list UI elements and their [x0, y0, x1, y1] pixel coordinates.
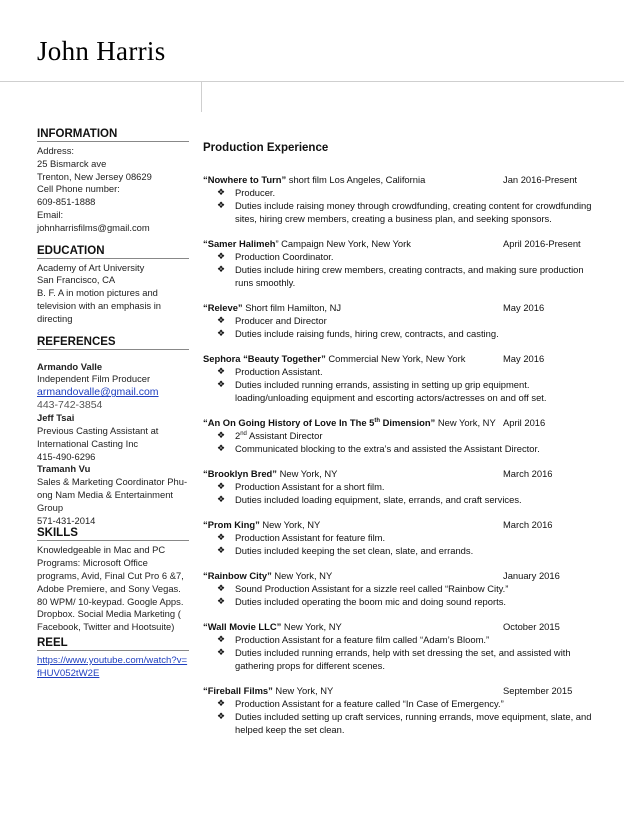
job-title: “Releve” — [203, 302, 243, 313]
bullet-text: Duties included setting up craft services, running errands, move equipment, slate, and helped keep the set clean. — [235, 711, 592, 735]
job-date: April 2016-Present — [503, 238, 581, 249]
job-bullet — [203, 378, 593, 404]
job-header — [203, 416, 593, 429]
bullet-text: Duties included keeping the set clean, slate, and errands. — [235, 545, 474, 556]
diamond-bullet-icon: ❖ — [217, 443, 226, 453]
job-bullet — [203, 250, 593, 263]
diamond-bullet-icon: ❖ — [217, 187, 226, 197]
job-date: Jan 2016-Present — [503, 174, 578, 185]
job-bullet — [203, 646, 593, 672]
job-bullet — [203, 263, 593, 289]
job-title: “Rainbow City” — [203, 570, 272, 581]
diamond-bullet-icon: ❖ — [217, 647, 226, 657]
job-entry — [203, 467, 593, 506]
job-header — [203, 620, 593, 633]
diamond-bullet-icon: ❖ — [217, 315, 226, 325]
job-header — [203, 518, 593, 531]
job-title: “Fireball Films” — [203, 685, 273, 696]
bullet-text: Producer and Director — [235, 315, 327, 326]
job-bullet — [203, 595, 593, 608]
reference-email-link[interactable]: armandovalle@gmail.com — [37, 386, 159, 399]
job-details: Commercial New York, New York — [325, 353, 466, 364]
job-entry — [203, 301, 593, 340]
job-bullet — [203, 442, 593, 455]
bullet-text: Communicated blocking to the extra’s and assisted the Assistant Director. — [235, 443, 540, 454]
job-date: May 2016 — [503, 302, 545, 313]
bullet-text: Production Assistant for a feature film called “Adam’s Bloom.” — [235, 634, 490, 645]
bullet-text: Duties included running errands, assisting in setting up grip equipment. loading/unloading equipment and escorting actors/actresses on and off set. — [235, 379, 547, 403]
diamond-bullet-icon: ❖ — [217, 596, 226, 606]
info-line: Address: — [37, 145, 74, 156]
job-header — [203, 173, 593, 186]
resume-name: John Harris — [37, 36, 166, 66]
bullet-text: Duties included operating the boom mic and doing sound reports. — [235, 596, 507, 607]
education-line: San Francisco, CA — [37, 274, 116, 286]
bullet-text: Producer. — [235, 187, 276, 198]
reference-phone: 571-431-2014 — [37, 514, 96, 526]
diamond-bullet-icon: ❖ — [217, 698, 226, 708]
info-line: johnharrisfilms@gmail.com — [37, 221, 150, 233]
job-date: October 2015 — [503, 621, 560, 632]
job-date: March 2016 — [503, 519, 553, 530]
diamond-bullet-icon: ❖ — [217, 532, 226, 542]
job-details: Short film Hamilton, NJ — [242, 302, 342, 313]
job-bullet — [203, 314, 593, 327]
diamond-bullet-icon: ❖ — [217, 545, 226, 555]
job-entry — [203, 684, 593, 736]
job-header — [203, 301, 593, 314]
job-details: New York, NY — [281, 621, 342, 632]
diamond-bullet-icon: ❖ — [217, 264, 226, 274]
job-details: New York, NY — [276, 468, 338, 479]
info-line: Cell Phone number: — [37, 183, 120, 195]
job-list — [203, 173, 593, 736]
reference-phone: 415-490-6296 — [37, 450, 96, 462]
info-line: 609-851-1888 — [37, 196, 96, 208]
job-details: short film Los Angeles, California — [286, 174, 426, 185]
skills-heading: SKILLS — [37, 527, 189, 541]
job-entry — [203, 237, 593, 289]
info-line: 25 Bismarck ave — [37, 157, 107, 169]
diamond-bullet-icon: ❖ — [217, 711, 226, 721]
job-header — [203, 352, 593, 365]
job-title: “Prom King” — [203, 519, 260, 530]
job-bullet — [203, 544, 593, 557]
job-date: March 2016 — [503, 468, 553, 479]
job-bullet — [203, 633, 593, 646]
reel-heading: REEL — [37, 637, 189, 651]
bullet-text: Duties included loading equipment, slate, errands, and craft services. — [235, 494, 522, 505]
job-title: “Brooklyn Bred” — [203, 468, 277, 479]
bullet-text: Duties include raising funds, hiring crew, contracts, and casting. — [235, 328, 499, 339]
job-date: May 2016 — [503, 353, 545, 364]
job-header — [203, 237, 593, 250]
job-bullet — [203, 186, 593, 199]
diamond-bullet-icon: ❖ — [217, 251, 226, 261]
job-date: September 2015 — [503, 685, 573, 696]
job-bullet — [203, 697, 593, 710]
job-entry — [203, 416, 593, 455]
reference-name: Jeff Tsai — [37, 412, 75, 424]
reference-name: Tramanh Vu — [37, 463, 91, 475]
bullet-text: Production Coordinator. — [235, 251, 334, 262]
job-bullet — [203, 710, 593, 736]
job-entry — [203, 569, 593, 608]
job-title: “Wall Movie LLC” — [203, 621, 282, 632]
bullet-text: Duties included running errands, help with set dressing the set, and assisted with gathering props for different scenes. — [235, 647, 571, 671]
job-bullet — [203, 365, 593, 378]
diamond-bullet-icon: ❖ — [217, 379, 226, 389]
diamond-bullet-icon: ❖ — [217, 583, 226, 593]
bullet-text: Sound Production Assistant for a sizzle reel called “Rainbow City.” — [235, 583, 509, 594]
experience-heading: Production Experience — [203, 142, 329, 154]
reference-phone: 443-742-3854 — [37, 399, 103, 412]
job-details: New York, NY — [435, 417, 496, 428]
diamond-bullet-icon: ❖ — [217, 494, 226, 504]
education-line: Academy of Art University — [37, 261, 145, 273]
bullet-text: Production Assistant for a short film. — [235, 481, 385, 492]
bullet-text: Production Assistant for a feature called “In Case of Emergency.” — [235, 698, 504, 709]
job-bullet — [203, 429, 593, 442]
column-divider — [201, 82, 202, 112]
job-bullet — [203, 327, 593, 340]
job-title: “Samer Halimeh — [203, 238, 276, 249]
bullet-text: Duties include raising money through crowdfunding, creating content for crowdfunding sites, hiring crew members, creating a business plan, and seeking sponsors. — [235, 200, 592, 224]
sidebar — [37, 128, 189, 680]
reel-link[interactable]: https://www.youtube.com/watch?v=fHUV052tW2E — [37, 654, 188, 679]
job-title: “An On Going History of Love In The 5th Dimension” — [203, 417, 436, 428]
job-bullet — [203, 531, 593, 544]
header-divider — [0, 81, 624, 82]
bullet-text: Production Assistant for feature film. — [235, 532, 386, 543]
job-date: January 2016 — [503, 570, 560, 581]
bullet-text: Duties include hiring crew members, creating contracts, and making sure production runs smoothly. — [235, 264, 584, 288]
job-bullet — [203, 480, 593, 493]
diamond-bullet-icon: ❖ — [217, 328, 226, 338]
skills-text: Knowledgeable in Mac and PC Programs: Microsoft Office programs, Avid, Final Cut Pro 6 &7, Adobe Premiere, and Sony Vegas. 80 WPM/ 10-keypad. Google Apps. Dropbox. Social Media Marketing ( Facebook, Twitter and Hootsuite) — [37, 544, 184, 633]
job-date: April 2016 — [503, 417, 546, 428]
info-line: Email: — [37, 208, 64, 220]
job-entry — [203, 620, 593, 672]
education-heading: EDUCATION — [37, 245, 189, 259]
reference-role: Previous Casting Assistant at International Casting Inc — [37, 424, 159, 449]
reference-role: Independent Film Producer — [37, 373, 151, 385]
job-details: ” Campaign New York, New York — [275, 238, 411, 249]
job-entry — [203, 173, 593, 225]
bullet-text: Production Assistant. — [235, 366, 323, 377]
job-details: New York, NY — [259, 519, 321, 530]
job-title: Sephora “Beauty Together” — [203, 353, 326, 364]
job-details: New York, NY — [271, 570, 333, 581]
job-header — [203, 569, 593, 582]
diamond-bullet-icon: ❖ — [217, 200, 226, 210]
job-title: “Nowhere to Turn” — [203, 174, 287, 185]
job-bullet — [203, 582, 593, 595]
reference-role: Sales & Marketing Coordinator Phu-ong Nam Media & Entertainment Group — [37, 476, 188, 513]
job-header — [203, 467, 593, 480]
information-heading: INFORMATION — [37, 128, 189, 142]
job-bullet — [203, 493, 593, 506]
experience-section — [203, 142, 593, 748]
references-heading: REFERENCES — [37, 336, 189, 350]
job-details: New York, NY — [272, 685, 334, 696]
job-header — [203, 684, 593, 697]
diamond-bullet-icon: ❖ — [217, 634, 226, 644]
job-entry — [203, 518, 593, 557]
bullet-text: 2nd Assistant Director — [235, 430, 323, 441]
info-line: Trenton, New Jersey 08629 — [37, 170, 152, 182]
diamond-bullet-icon: ❖ — [217, 366, 226, 376]
reference-name: Armando Valle — [37, 360, 103, 372]
diamond-bullet-icon: ❖ — [217, 481, 226, 491]
diamond-bullet-icon: ❖ — [217, 430, 226, 440]
job-entry — [203, 352, 593, 404]
education-degree: B. F. A in motion pictures and television with an emphasis in directing — [37, 287, 162, 324]
job-bullet — [203, 199, 593, 225]
